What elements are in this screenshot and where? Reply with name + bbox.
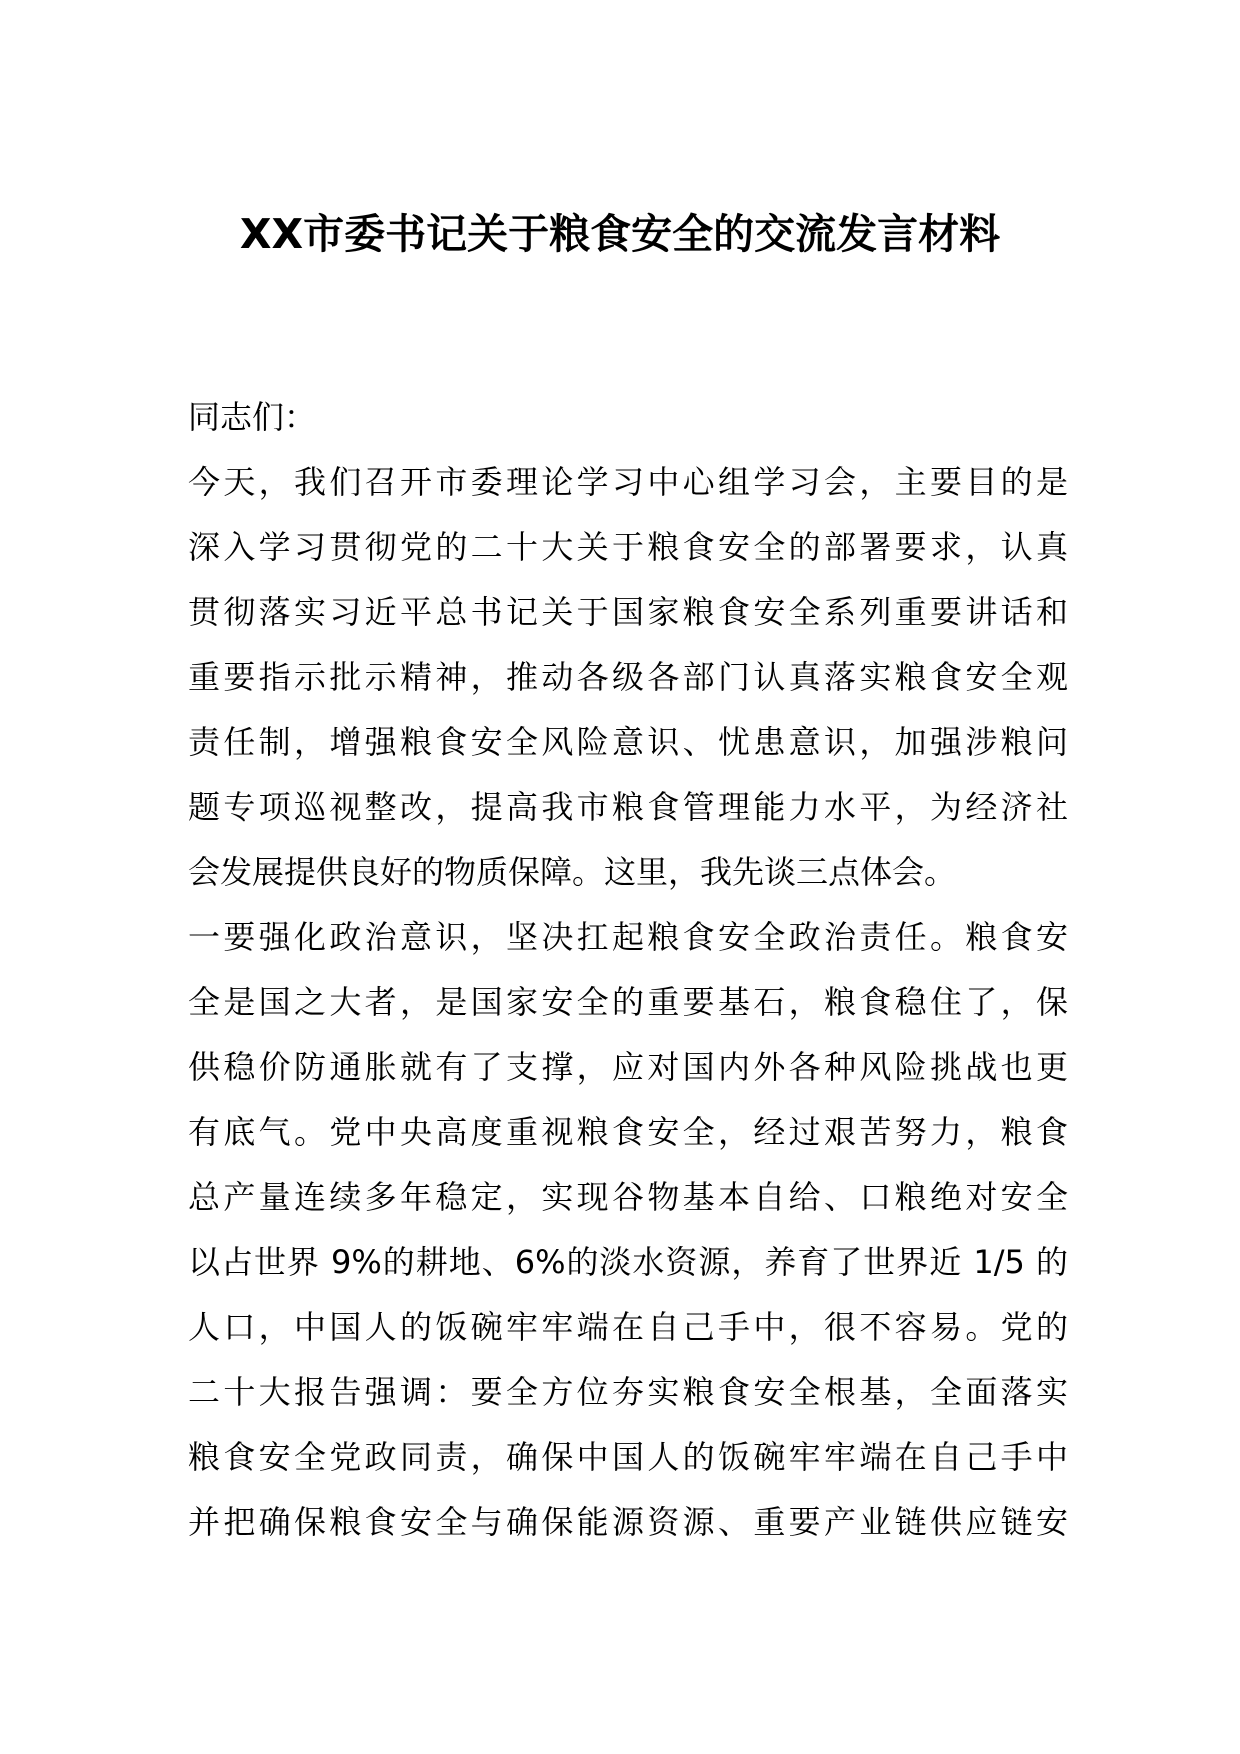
body-line: 题专项巡视整改，提高我市粮食管理能力水平，为经济社 [188, 788, 1068, 826]
body-line: 总产量连续多年稳定，实现谷物基本自给、口粮绝对安全 [188, 1178, 1068, 1216]
body-line: 责任制，增强粮食安全风险意识、忧患意识，加强涉粮问 [188, 723, 1068, 761]
body-line: 全是国之大者，是国家安全的重要基石，粮食稳住了，保 [188, 983, 1068, 1021]
body-line: 一要强化政治意识，坚决扛起粮食安全政治责任。粮食安 [188, 918, 1068, 956]
body-line: 深入学习贯彻党的二十大关于粮食安全的部署要求，认真 [188, 528, 1068, 566]
body-line: 粮食安全党政同责，确保中国人的饭碗牢牢端在自己手中 [188, 1438, 1068, 1476]
body-line: 重要指示批示精神，推动各级各部门认真落实粮食安全观 [188, 658, 1068, 696]
body-line: 会发展提供良好的物质保障。这里，我先谈三点体会。 [188, 853, 957, 891]
body-line: 贯彻落实习近平总书记关于国家粮食安全系列重要讲话和 [188, 593, 1068, 631]
body-line: 今天，我们召开市委理论学习中心组学习会，主要目的是 [188, 463, 1068, 501]
body-line: 并把确保粮食安全与确保能源资源、重要产业链供应链安 [188, 1503, 1068, 1541]
body-line: 人口，中国人的饭碗牢牢端在自己手中，很不容易。党的 [188, 1308, 1068, 1346]
document-title: XX市委书记关于粮食安全的交流发言材料 [239, 210, 1001, 258]
body-line: 有底气。党中央高度重视粮食安全，经过艰苦努力，粮食 [188, 1113, 1068, 1151]
body-line: 供稳价防通胀就有了支撑，应对国内外各种风险挑战也更 [188, 1048, 1068, 1086]
salutation-line: 同志们： [188, 398, 317, 436]
body-line: 以占世界 9%的耕地、6%的淡水资源，养育了世界近 1/5 的 [188, 1243, 1068, 1281]
document-body [188, 385, 1068, 1555]
body-line: 二十大报告强调：要全方位夯实粮食安全根基，全面落实 [188, 1373, 1068, 1411]
